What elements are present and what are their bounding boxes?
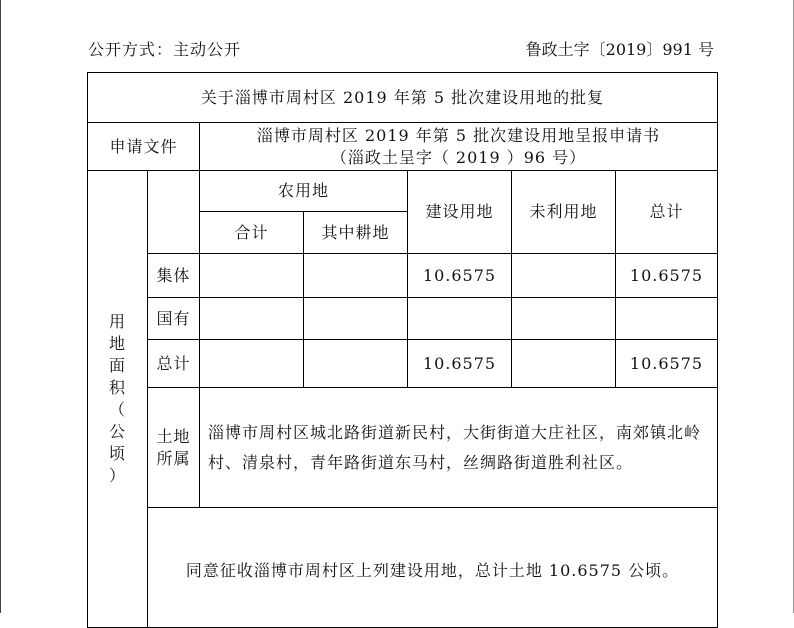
header-unused-land: 未利用地 bbox=[512, 171, 616, 254]
row-label-header bbox=[148, 171, 200, 254]
header-agricultural-land: 农用地 bbox=[200, 171, 408, 212]
cell-unused bbox=[512, 254, 616, 298]
document-title: 关于淄博市周村区 2019 年第 5 批次建设用地的批复 bbox=[88, 73, 718, 123]
cell-agri-subtotal bbox=[200, 340, 304, 388]
table-row bbox=[88, 340, 718, 388]
header-total: 总计 bbox=[616, 171, 718, 254]
row-label-collective: 集体 bbox=[148, 254, 200, 298]
cell-unused bbox=[512, 298, 616, 340]
area-section-label: 用 地 面 积 （ 公 顷 ） bbox=[88, 171, 148, 628]
application-document bbox=[200, 123, 718, 171]
application-label: 申请文件 bbox=[88, 123, 200, 171]
header-agri-arable: 其中耕地 bbox=[304, 212, 408, 254]
cell-unused bbox=[512, 340, 616, 388]
approval-text: 同意征收淄博市周村区上列建设用地，总计土地 10.6575 公顷。 bbox=[148, 508, 718, 628]
cell-total: 10.6575 bbox=[616, 254, 718, 298]
application-line-2: （淄政土呈字（ 2019 ）96 号） bbox=[330, 147, 587, 167]
ownership-label: 土地 所属 bbox=[148, 388, 200, 508]
cell-construction bbox=[408, 298, 512, 340]
application-line-1: 淄博市周村区 2019 年第 5 批次建设用地呈报申请书 bbox=[256, 125, 661, 145]
document-number: 鲁政土字〔2019〕991 号 bbox=[525, 40, 714, 59]
cell-total bbox=[616, 298, 718, 340]
row-label-total: 总计 bbox=[148, 340, 200, 388]
cell-arable bbox=[304, 340, 408, 388]
cell-total: 10.6575 bbox=[616, 340, 718, 388]
cell-arable bbox=[304, 298, 408, 340]
table-row bbox=[88, 298, 718, 340]
disclosure-method: 公开方式：主动公开 bbox=[88, 40, 242, 59]
cell-agri-subtotal bbox=[200, 298, 304, 340]
cell-construction: 10.6575 bbox=[408, 340, 512, 388]
page-left-edge bbox=[0, 0, 1, 613]
cell-arable bbox=[304, 254, 408, 298]
table-row bbox=[88, 254, 718, 298]
cell-construction: 10.6575 bbox=[408, 254, 512, 298]
header-construction-land: 建设用地 bbox=[408, 171, 512, 254]
header-agri-subtotal: 合计 bbox=[200, 212, 304, 254]
cell-agri-subtotal bbox=[200, 254, 304, 298]
row-label-state: 国有 bbox=[148, 298, 200, 340]
ownership-text: 淄博市周村区城北路街道新民村，大街街道大庄社区，南郊镇北岭村、清泉村，青年路街道东马村，丝绸路街道胜利社区。 bbox=[200, 388, 718, 508]
approval-table bbox=[87, 72, 718, 628]
